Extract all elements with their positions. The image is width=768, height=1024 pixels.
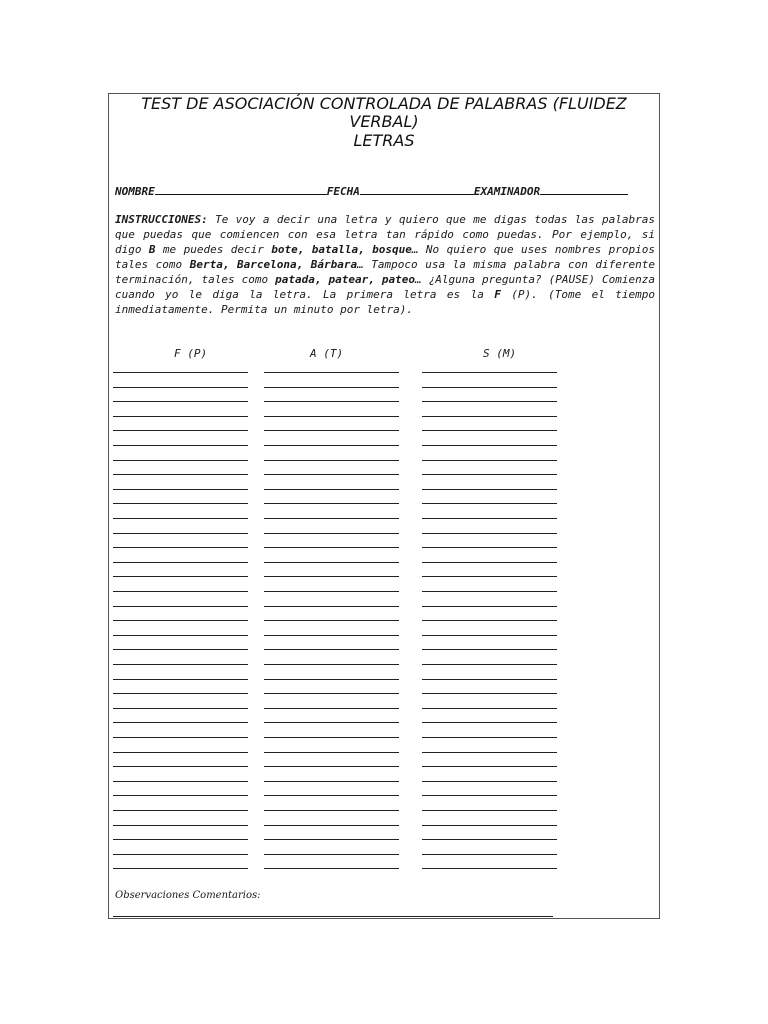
title-line-3: LETRAS [353,131,415,150]
answer-line[interactable] [113,533,248,534]
answer-line[interactable] [113,445,248,446]
answer-line[interactable] [264,839,399,840]
answer-line[interactable] [422,533,557,534]
answer-line[interactable] [422,606,557,607]
answer-line[interactable] [264,372,399,373]
answer-line[interactable] [113,825,248,826]
answer-line[interactable] [422,854,557,855]
answer-line[interactable] [422,460,557,461]
answer-line[interactable] [113,722,248,723]
answer-line[interactable] [422,708,557,709]
answer-line[interactable] [113,649,248,650]
answer-line[interactable] [264,649,399,650]
nombre-field[interactable] [155,184,327,195]
instructions-text: … Tampoco usa la misma palabra con diferente terminación, tales como [115,258,655,286]
answer-line[interactable] [422,649,557,650]
answer-line[interactable] [113,737,248,738]
instructions-bold: patada, patear, pateo [275,273,415,286]
answer-line[interactable] [113,474,248,475]
answer-line[interactable] [264,591,399,592]
column-heading-f: F (P) [174,347,208,360]
answer-line[interactable] [113,416,248,417]
answer-line[interactable] [422,722,557,723]
answer-line[interactable] [264,445,399,446]
fecha-label: FECHA [326,185,360,198]
answer-line[interactable] [113,854,248,855]
answer-line[interactable] [422,445,557,446]
answer-line[interactable] [264,489,399,490]
answer-line[interactable] [264,766,399,767]
answer-line[interactable] [113,839,248,840]
answer-line[interactable] [264,752,399,753]
instructions-bold: B [148,243,156,256]
instructions-text: me puedes decir [155,243,272,256]
answer-line[interactable] [422,474,557,475]
answer-line[interactable] [422,766,557,767]
instructions [115,212,655,317]
answer-line[interactable] [113,518,248,519]
instructions-text: (P). (Tome el tiempo inmediatamente. Permita un minuto por letra). [115,288,655,316]
answer-line[interactable] [113,401,248,402]
answer-line[interactable] [113,868,248,869]
answer-line[interactable] [113,810,248,811]
answer-line[interactable] [264,635,399,636]
answer-line[interactable] [113,693,248,694]
answer-line[interactable] [422,693,557,694]
answer-line[interactable] [264,430,399,431]
answer-line[interactable] [422,839,557,840]
answer-line[interactable] [113,752,248,753]
answer-line[interactable] [264,620,399,621]
instructions-text: … No quiero que uses nombres propios tales como [115,243,655,271]
answer-line[interactable] [113,372,248,373]
answer-line[interactable] [113,635,248,636]
answer-line[interactable] [264,533,399,534]
instructions-text: … ¿Alguna pregunta? (PAUSE) Comienza cuando yo le diga la letra. La primera letra es la [115,273,655,301]
answer-line[interactable] [264,416,399,417]
answer-line[interactable] [113,489,248,490]
instructions-bold: Berta, Barcelona, Bárbara [189,258,358,271]
instructions-label: INSTRUCCIONES: [115,213,208,226]
answer-line[interactable] [422,679,557,680]
instructions-text: Te voy a decir una letra y quiero que me digas todas las palabras que puedas que comiencen con esa letra tan rápido como puedas. Por ejemplo, si digo [115,213,655,256]
answer-line[interactable] [422,372,557,373]
answer-line[interactable] [422,387,557,388]
answer-line[interactable] [422,503,557,504]
answer-line[interactable] [264,576,399,577]
answer-line[interactable] [113,547,248,548]
answer-line[interactable] [422,752,557,753]
answer-line[interactable] [264,401,399,402]
answer-line[interactable] [113,679,248,680]
answer-line[interactable] [264,868,399,869]
header-fields [115,184,655,198]
answer-line[interactable] [264,825,399,826]
answer-line[interactable] [422,401,557,402]
answer-line[interactable] [264,460,399,461]
answer-line[interactable] [422,795,557,796]
answer-line[interactable] [113,606,248,607]
answer-line[interactable] [264,664,399,665]
instructions-bold: bote, batalla, bosque [271,243,412,256]
answer-line[interactable] [113,430,248,431]
answer-line[interactable] [422,810,557,811]
answer-line[interactable] [264,606,399,607]
column-heading-s: S (M) [483,347,517,360]
answer-line[interactable] [113,591,248,592]
answer-line[interactable] [113,562,248,563]
answer-line[interactable] [264,854,399,855]
answer-line[interactable] [113,503,248,504]
answer-line[interactable] [422,576,557,577]
answer-line[interactable] [113,708,248,709]
column-heading-a: A (T) [310,347,344,360]
answer-line[interactable] [264,503,399,504]
answer-line[interactable] [113,795,248,796]
observations-label: Observaciones Comentarios: [115,890,261,901]
answer-line[interactable] [264,810,399,811]
examinador-field[interactable] [540,184,628,195]
answer-line[interactable] [264,547,399,548]
test-sheet [108,93,660,919]
answer-line[interactable] [113,620,248,621]
answer-line[interactable] [264,387,399,388]
answer-line[interactable] [422,562,557,563]
answer-line[interactable] [422,416,557,417]
answer-line[interactable] [264,679,399,680]
answer-line[interactable] [113,576,248,577]
answer-line[interactable] [422,620,557,621]
answer-line[interactable] [264,795,399,796]
answer-line[interactable] [422,664,557,665]
answer-line[interactable] [422,547,557,548]
answer-line[interactable] [422,781,557,782]
examinador-label: EXAMINADOR [473,185,541,198]
title-line-1: TEST DE ASOCIACIÓN CONTROLADA DE PALABRAS (FLUIDEZ [141,94,627,113]
answer-line[interactable] [113,664,248,665]
answer-line[interactable] [264,693,399,694]
title-line-2: VERBAL) [349,112,419,131]
answer-line[interactable] [264,562,399,563]
answer-line[interactable] [113,781,248,782]
answer-line[interactable] [422,591,557,592]
answer-line[interactable] [422,430,557,431]
answer-line[interactable] [113,460,248,461]
answer-line[interactable] [422,737,557,738]
answer-line[interactable] [422,825,557,826]
answer-line[interactable] [422,489,557,490]
answer-line[interactable] [264,737,399,738]
answer-line[interactable] [113,766,248,767]
answer-line[interactable] [113,387,248,388]
answer-line[interactable] [264,781,399,782]
nombre-label: NOMBRE [115,185,155,198]
answer-line[interactable] [422,635,557,636]
answer-line[interactable] [264,722,399,723]
answer-line[interactable] [264,474,399,475]
observations-line[interactable] [113,916,553,917]
answer-line[interactable] [264,708,399,709]
fecha-field[interactable] [360,184,474,195]
answer-line[interactable] [422,518,557,519]
instructions-bold: F [494,288,501,301]
answer-line[interactable] [264,518,399,519]
answer-line[interactable] [422,868,557,869]
